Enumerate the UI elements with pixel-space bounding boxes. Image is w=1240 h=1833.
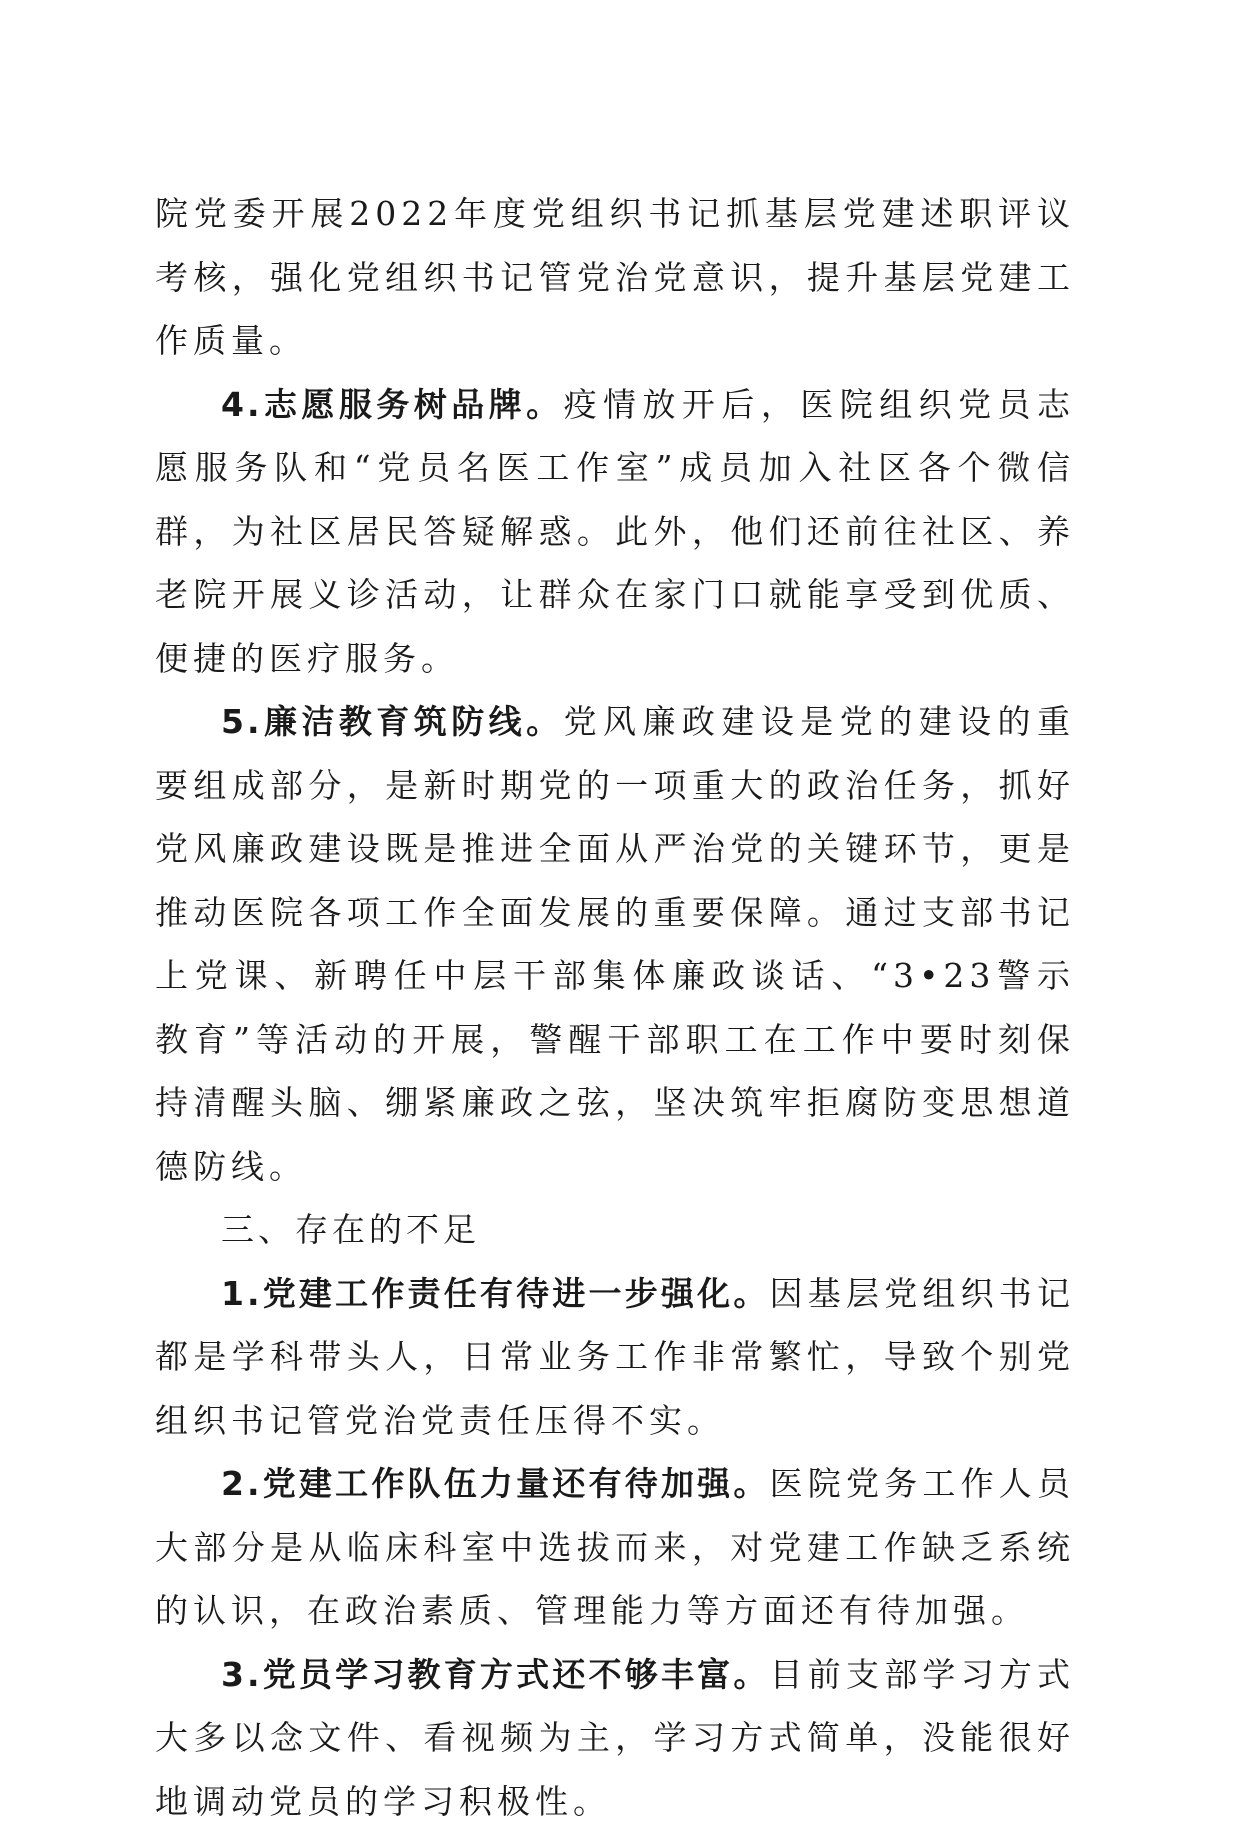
paragraph-body: 疫情放开后，医院组织党员志愿服务队和“党员名医工作室”成员加入社区各个微信群，为社区居民答疑解惑。此外，他们还前往社区、养老院开展义诊活动，让群众在家门口就能享受到优质、便捷的医疗服务。 xyxy=(155,385,1075,678)
paragraph-body: 院党委开展2022年度党组织书记抓基层党建述职评议考核，强化党组织书记管党治党意识，提升基层党建工作质量。 xyxy=(155,194,1075,360)
deficiency-item xyxy=(155,1452,1075,1643)
paragraph-integrity-education xyxy=(155,690,1075,1198)
deficiency-lead: 3.党员学习教育方式还不够丰富。 xyxy=(221,1655,770,1694)
paragraph-lead: 5.廉洁教育筑防线。 xyxy=(221,702,564,741)
deficiency-item xyxy=(155,1643,1075,1833)
deficiency-body: 目前支部学习方式大多以念文件、看视频为主，学习方式简单，没能很好地调动党员的学习积极性。 xyxy=(155,1655,1075,1821)
paragraph-body: 党风廉政建设是党的建设的重要组成部分，是新时期党的一项重大的政治任务，抓好党风廉政建设既是推进全面从严治党的关键环节，更是推动医院各项工作全面发展的重要保障。通过支部书记上党课、新聘任中层干部集体廉政谈话、“3•23警示教育”等活动的开展，警醒干部职工在工作中要时刻保持清醒头脑、绷紧廉政之弦，坚决筑牢拒腐防变思想道德防线。 xyxy=(155,702,1075,1186)
document-body xyxy=(155,182,1075,1833)
paragraph-lead: 4.志愿服务树品牌。 xyxy=(221,385,564,424)
paragraph-volunteer-service xyxy=(155,373,1075,691)
deficiency-body: 因基层党组织书记都是学科带头人，日常业务工作非常繁忙，导致个别党组织书记管党治党责任压得不实。 xyxy=(155,1274,1075,1440)
paragraph-continuation xyxy=(155,182,1075,373)
deficiency-lead: 2.党建工作队伍力量还有待加强。 xyxy=(221,1464,770,1503)
deficiency-item xyxy=(155,1262,1075,1453)
deficiency-lead: 1.党建工作责任有待进一步强化。 xyxy=(221,1274,770,1313)
deficiency-body: 医院党务工作人员大部分是从临床科室中选拔而来，对党建工作缺乏系统的认识，在政治素质、管理能力等方面还有待加强。 xyxy=(155,1464,1075,1630)
section-heading: 三、存在的不足 xyxy=(155,1198,1075,1262)
